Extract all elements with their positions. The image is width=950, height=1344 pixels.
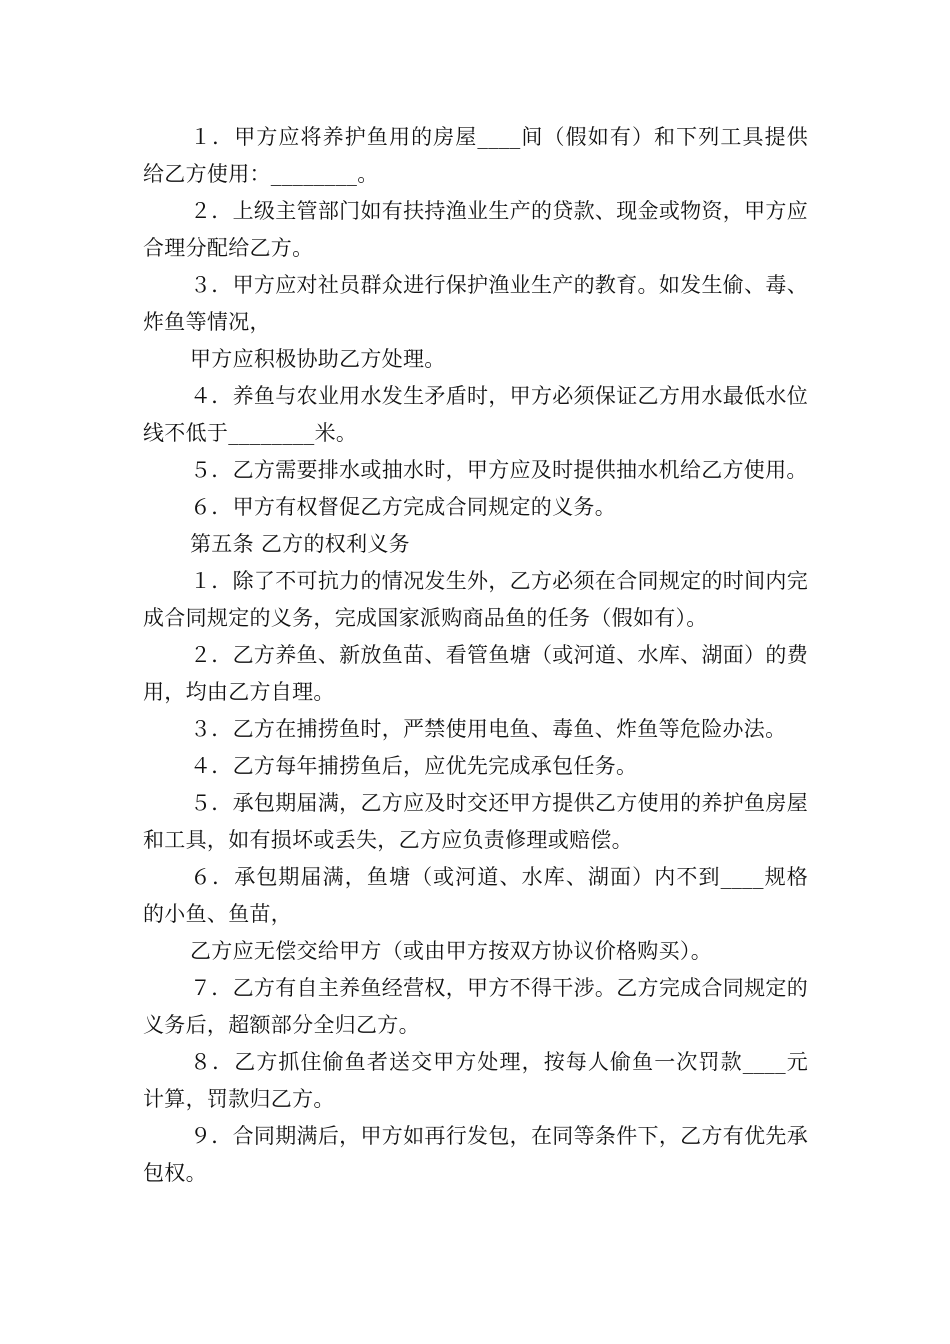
paragraph-9: １．除了不可抗力的情况发生外，乙方必须在合同规定的时间内完成合同规定的义务，完成国家派购商品鱼的任务（假如有）。 [143, 569, 808, 630]
paragraph-17: ８．乙方抓住偷鱼者送交甲方处理，按每人偷鱼一次罚款____元计算，罚款归乙方。 [143, 1050, 808, 1111]
paragraph-5: ４．养鱼与农业用水发生矛盾时，甲方必须保证乙方用水最低水位线不低于________米。 [143, 384, 808, 445]
paragraph-3: ３．甲方应对社员群众进行保护渔业生产的教育。如发生偷、毒、炸鱼等情况， [143, 273, 808, 334]
paragraph-4: 甲方应积极协助乙方处理。 [190, 347, 446, 371]
paragraph-1: １．甲方应将养护鱼用的房屋____间（假如有）和下列工具提供给乙方使用：________。 [143, 125, 808, 186]
paragraph-13: ５．承包期届满，乙方应及时交还甲方提供乙方使用的养护鱼房屋和工具，如有损坏或丢失，乙方应负责修理或赔偿。 [143, 791, 808, 852]
paragraph-18: ９．合同期满后，甲方如再行发包，在同等条件下，乙方有优先承包权。 [143, 1124, 808, 1185]
document-body [143, 119, 808, 1192]
paragraph-2: ２．上级主管部门如有扶持渔业生产的贷款、现金或物资，甲方应合理分配给乙方。 [143, 199, 808, 260]
paragraph-15: 乙方应无偿交给甲方（或由甲方按双方协议价格购买）。 [190, 939, 712, 963]
paragraph-16: ７．乙方有自主养鱼经营权，甲方不得干涉。乙方完成合同规定的义务后，超额部分全归乙方。 [143, 976, 808, 1037]
paragraph-6: ５．乙方需要排水或抽水时，甲方应及时提供抽水机给乙方使用。 [190, 458, 808, 482]
paragraph-12: ４．乙方每年捕捞鱼后，应优先完成承包任务。 [190, 754, 638, 778]
section-heading-article-5: 第五条 乙方的权利义务 [190, 532, 410, 556]
paragraph-11: ３．乙方在捕捞鱼时，严禁使用电鱼、毒鱼、炸鱼等危险办法。 [190, 717, 787, 741]
paragraph-7: ６．甲方有权督促乙方完成合同规定的义务。 [190, 495, 616, 519]
paragraph-14: ６．承包期届满，鱼塘（或河道、水库、湖面）内不到____规格的小鱼、鱼苗， [143, 865, 808, 926]
paragraph-10: ２．乙方养鱼、新放鱼苗、看管鱼塘（或河道、水库、湖面）的费用，均由乙方自理。 [143, 643, 808, 704]
